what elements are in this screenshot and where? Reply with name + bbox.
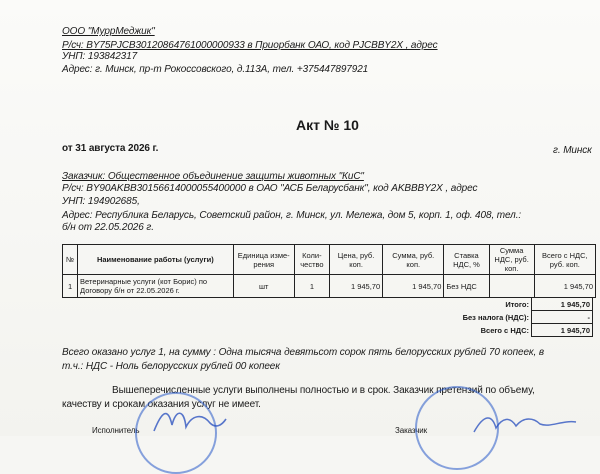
customer-contract: б/н от 22.05.2026 г.	[62, 222, 154, 233]
grand-total-label: Всего с НДС:	[480, 325, 529, 335]
summary-line-2: т.ч.: НДС - Ноль белорусских рублей 00 копеек	[62, 361, 280, 372]
cell-sum: 1 945,70	[383, 275, 444, 298]
cell-vat-rate: Без НДС	[444, 275, 489, 298]
customer-sign-label: Заказчик	[395, 426, 428, 435]
col-vat-sum: Сумма НДС, руб. коп.	[489, 245, 534, 275]
col-service-name: Наименование работы (услуги)	[78, 245, 234, 275]
customer-address: Адрес: Республика Беларусь, Советский район, г. Минск, ул. Мележа, дом 5, корп. 1, оф. 408, тел.:	[62, 210, 522, 221]
customer-unp: УНП: 194902685,	[62, 196, 140, 207]
seller-account: Р/сч: BY75PJCB30120864761000000933 в Приорбанк ОАО, код PJCBBY2X , адрес	[62, 40, 438, 51]
col-quantity: Коли-чество	[294, 245, 329, 275]
document-date: от 31 августа 2026 г.	[62, 143, 159, 154]
statement-line-2: качеству и срокам оказания услуг не имеет.	[62, 399, 261, 410]
vat-total-value: -	[532, 311, 593, 324]
table-row	[63, 275, 596, 298]
summary-line-1: Всего оказано услуг 1, на сумму : Одна тысяча девятьсот сорок пять белорусских рублей 70 копеек, в	[62, 347, 545, 358]
document-city: г. Минск	[553, 145, 592, 156]
customer-name: Заказчик: Общественное объединение защиты животных "КиС"	[62, 171, 364, 182]
seller-address: Адрес: г. Минск, пр-т Рокоссовского, д.113А, тел. +375447897921	[62, 64, 369, 75]
grand-total-value: 1 945,70	[532, 324, 593, 337]
cell-number: 1	[63, 275, 78, 298]
col-vat-rate: Ставка НДС, %	[444, 245, 489, 275]
seller-name: ООО "МуррМеджик"	[62, 26, 155, 37]
col-number: №	[63, 245, 78, 275]
vat-total-row	[371, 311, 593, 324]
cell-unit: шт	[233, 275, 294, 298]
customer-signature	[470, 410, 580, 436]
total-value: 1 945,70	[532, 298, 593, 311]
statement-line-1: Вышеперечисленные услуги выполнены полностью и в срок. Заказчик претензий по объему,	[112, 385, 535, 396]
col-total: Всего с НДС, руб. коп.	[534, 245, 595, 275]
col-sum: Сумма, руб. коп.	[383, 245, 444, 275]
total-label: Итого:	[505, 299, 529, 309]
seller-unp: УНП: 193842317	[62, 51, 138, 62]
grand-total-row	[371, 324, 593, 337]
vat-total-label: Без налога (НДС):	[462, 312, 529, 322]
executor-label: Исполнитель	[92, 426, 140, 435]
totals-table	[371, 297, 593, 337]
executor-signature	[150, 405, 230, 436]
cell-total: 1 945,70	[534, 275, 595, 298]
table-header-row	[63, 245, 596, 275]
document-title: Акт № 10	[296, 117, 359, 133]
cell-service-name: Ветеринарные услуги (кот Борис) по Договору б/н от 22.05.2026 г.	[78, 275, 234, 298]
customer-account: Р/сч: BY90AKBB30156614000055400000 в ОАО "АСБ Беларусбанк", код AKBBBY2X , адрес	[62, 183, 478, 194]
cell-quantity: 1	[294, 275, 329, 298]
total-row	[371, 298, 593, 311]
cell-price: 1 945,70	[329, 275, 382, 298]
col-unit: Единица изме-рения	[233, 245, 294, 275]
col-price: Цена, руб. коп.	[329, 245, 382, 275]
cell-vat-sum	[489, 275, 534, 298]
services-table	[62, 244, 596, 298]
